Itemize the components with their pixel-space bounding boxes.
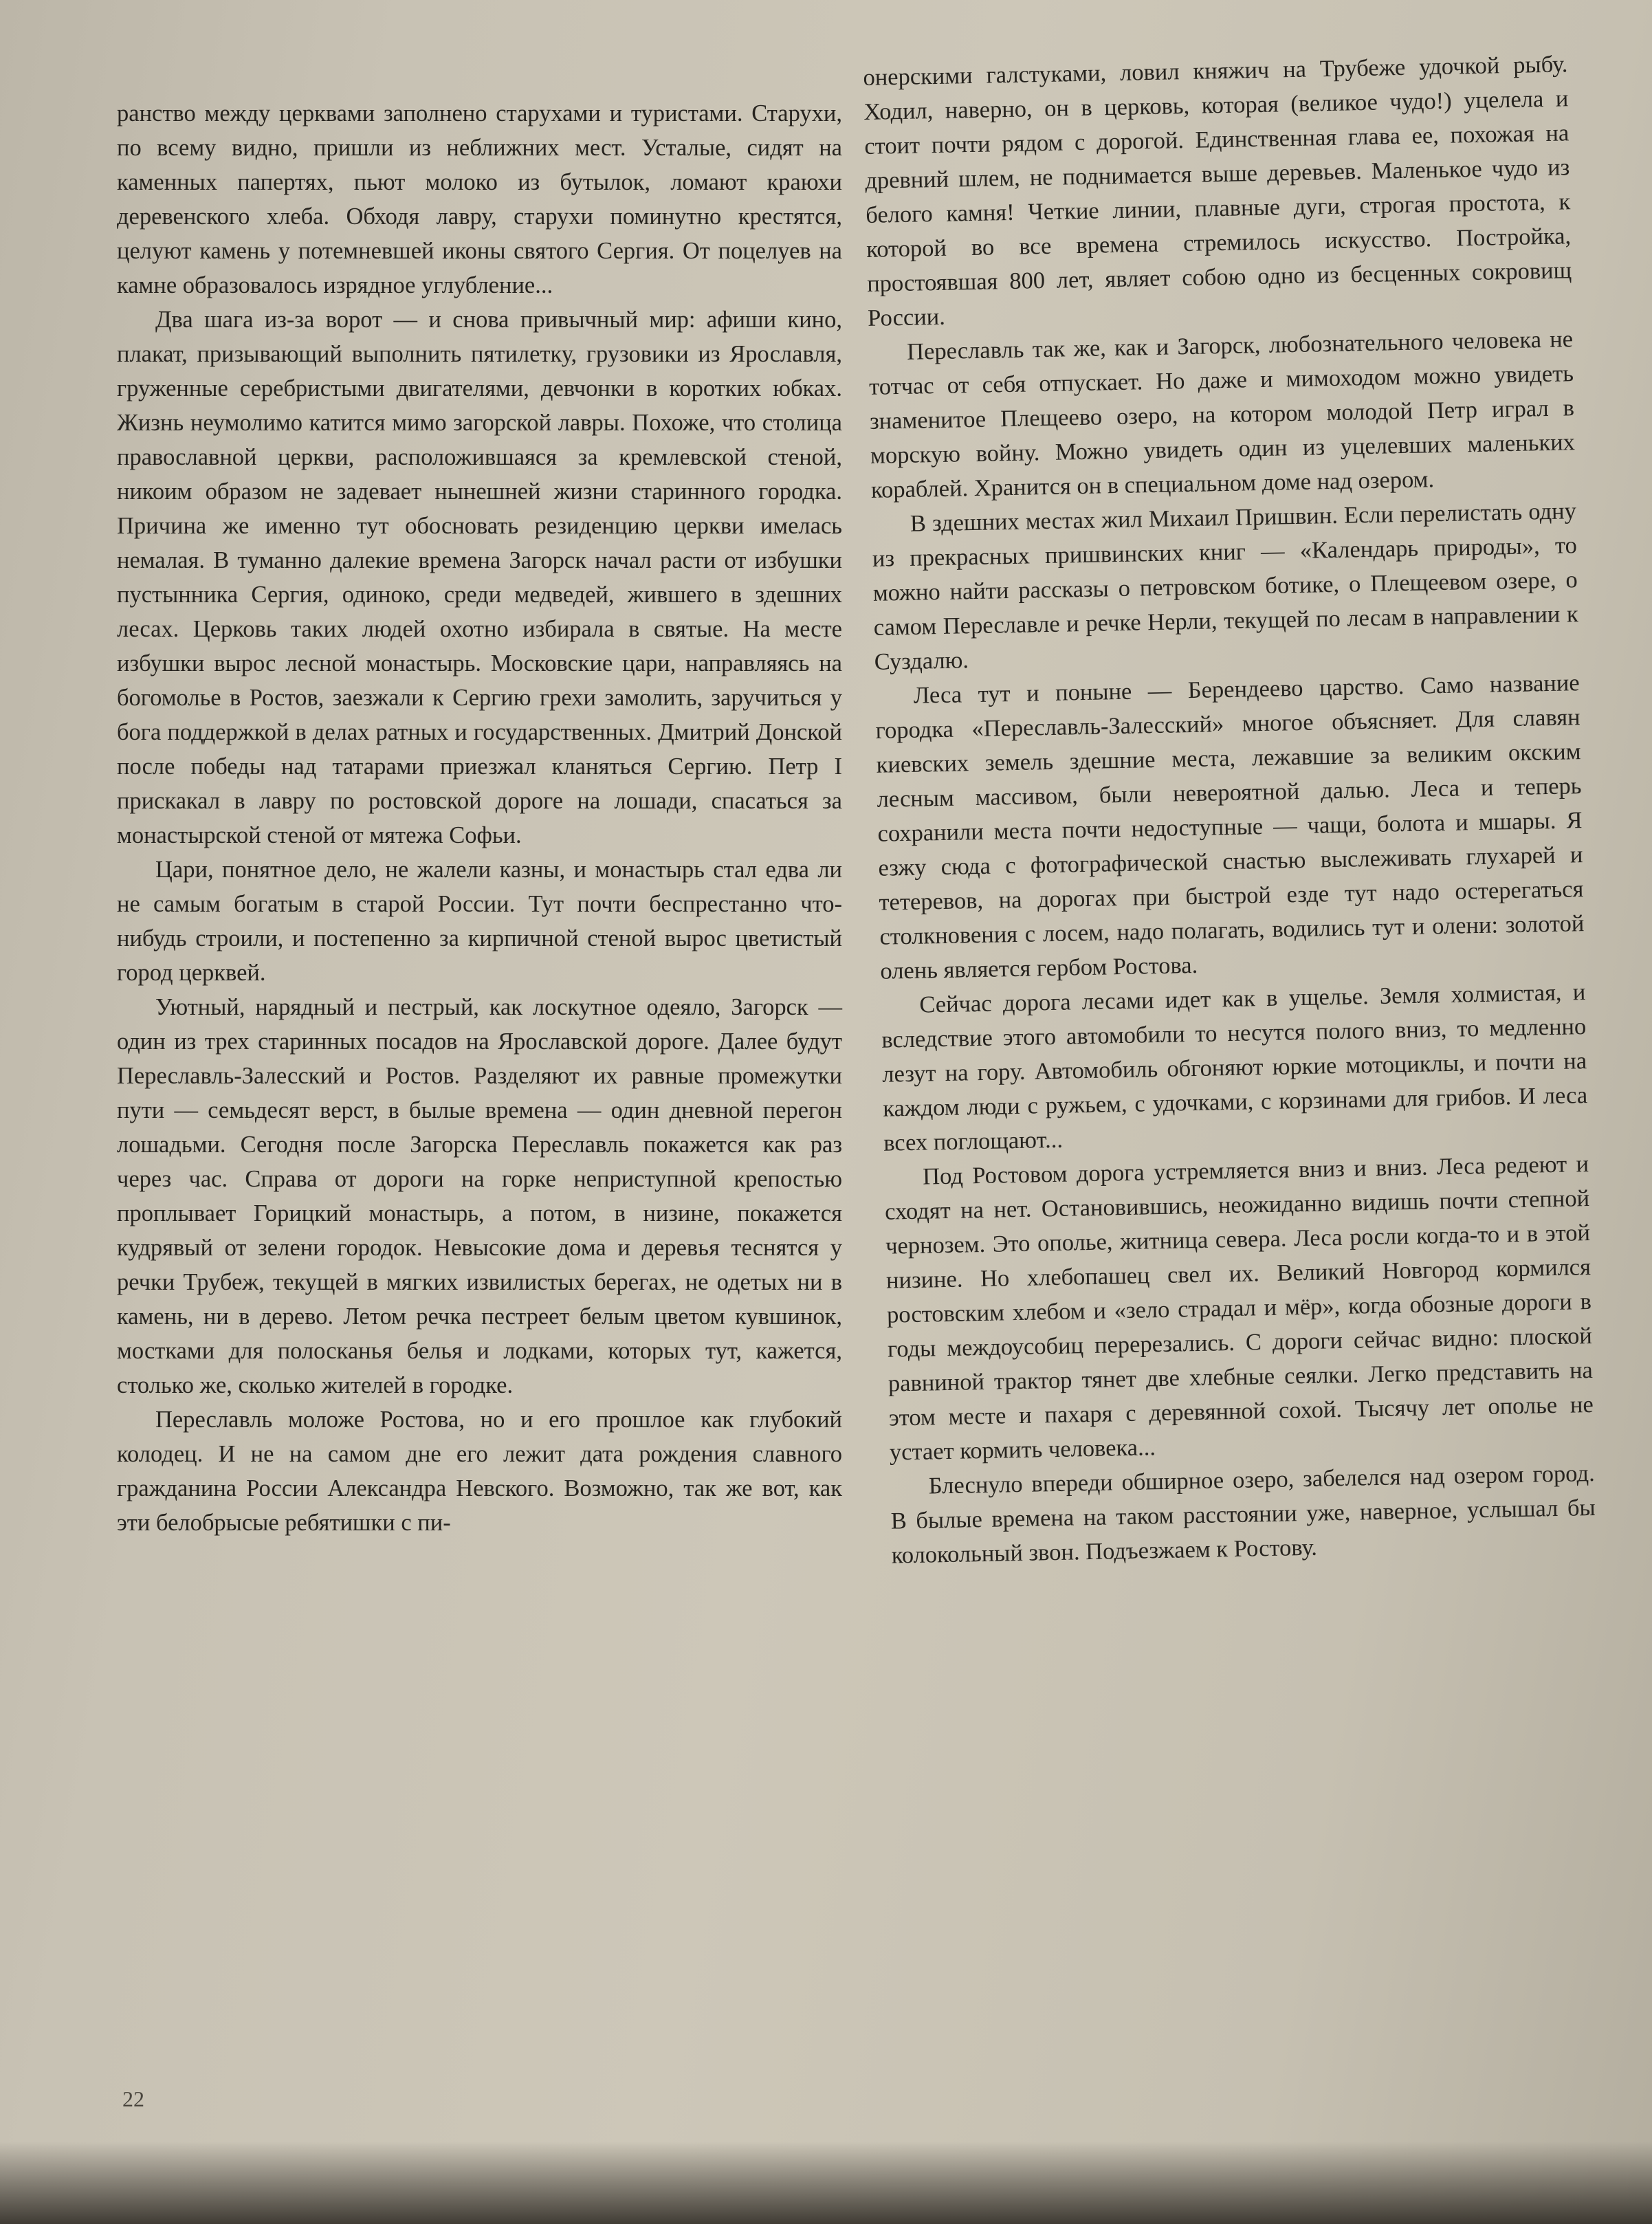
- paragraph: Под Ростовом дорога устремляется вниз и вниз. Леса редеют и сходят на нет. Остановившись, неожиданно видишь почти степной чернозем. Это ополье, житница севера. Леса росли когда-то и в этой низине. Но хлебопашец свел их. Великий Новгород кормился ростовским хлебом и «зело страдал и мёр», когда обозные дороги в годы междоусобиц перерезались. С дороги сейчас видно: плоской равниной трактор тянет две хлебные сеялки. Легко представить на этом месте и пахаря с деревянной сохой. Тысячу лет ополье не устает кормить человека...: [884, 1151, 1594, 1466]
- paragraph: Уютный, нарядный и пестрый, как лоскутное одеяло, Загорск — один из трех старинных посадов на Ярославской дороге. Далее будут Переславль-Залесский и Ростов. Разделяют их равные промежутки пути — семьдесят верст, в былые времена — один дневной перегон лошадьми. Сегодня после Загорска Переславль покажется как раз через час. Справа от дороги на горке неприступной крепостью проплывает Горицкий монастырь, а потом, в низине, покажется кудрявый от зелени городок. Невысокие дома и деревья теснятся у речки Трубеж, текущей в мягких извилистых берегах, не одетых ни в камень, ни в дерево. Летом речка пестреет белым цветом кувшинок, мостками для полосканья белья и лодками, которых тут, кажется, столько же, сколько жителей в городке.: [117, 994, 842, 1398]
- paragraph: В здешних местах жил Михаил Пришвин. Если перелистать одну из прекрасных пришвинских книг — «Календарь природы», то можно найти рассказы о петровском ботике, о Плещеевом озере, о самом Переславле и речке Нерли, текущей по лесам в направлении к Суздалю.: [872, 498, 1579, 675]
- paragraph: Переславль так же, как и Загорск, любознательного человека не тотчас от себя отпускает. Но даже и мимоходом можно увидеть знаменитое Плещеево озеро, на котором молодой Петр играл в морскую войну. Можно увидеть один из уцелевших маленьких кораблей. Хранится он в специальном доме над озером.: [868, 326, 1576, 503]
- text-column-right: [863, 47, 1596, 1572]
- page-number: 22: [122, 2087, 144, 2111]
- paragraph: ранство между церквами заполнено старухами и туристами. Старухи, по всему видно, пришли из неближних мест. Усталые, сидят на каменных папертях, пьют молоко из бутылок, ломают краюхи деревенского хлеба. Обходя лавру, старухи поминутно крестятся, целуют камень у потемневшей иконы святого Сергия. От поцелуев на камне образовалось изрядное углубление...: [117, 100, 842, 298]
- paragraph: Два шага из-за ворот — и снова привычный мир: афиши кино, плакат, призывающий выполнить пятилетку, грузовики из Ярославля, груженные серебристыми двигателями, девчонки в коротких юбках. Жизнь неумолимо катится мимо загорской лавры. Похоже, что столица православной церкви, расположившаяся за кремлевской стеной, никоим образом не задевает нынешней жизни старинного городка. Причина же именно тут обосновать резиденцию церкви имелась немалая. В туманно далекие времена Загорск начал расти от избушки пустынника Сергия, одиноко, среди медведей, жившего в здешних лесах. Церковь таких людей охотно избирала в святые. На месте избушки вырос лесной монастырь. Московские цари, направляясь на богомолье в Ростов, заезжали к Сергию грехи замолить, заручиться у бога поддержкой в делах ратных и государственных. Дмитрий Донской после победы над татарами приезжал кланяться Сергию. Петр I прискакал в лавру по ростовской дороге на лошади, спасаться за монастырской стеной от мятежа Софьи.: [117, 307, 842, 848]
- paragraph: онерскими галстуками, ловил княжич на Трубеже удочкой рыбу. Ходил, наверно, он в церковь, которая (великое чудо!) уцелела и стоит почти рядом с дорогой. Единственная глава ее, похожая на древний шлем, не поднимается выше деревьев. Маленькое чудо из белого камня! Четкие линии, плавные дуги, строгая простота, к которой во все времена стремилось искусство. Постройка, простоявшая 800 лет, являет собою одно из бесценных сокровищ России.: [863, 51, 1572, 331]
- paragraph: Леса тут и поныне — Берендеево царство. Само название городка «Переславль-Залесский» многое объясняет. Для славян киевских земель здешние места, лежавшие за великим окским лесным массивом, были невероятной далью. Леса и теперь сохранили места почти недоступные — чащи, болота и мшары. Я езжу сюда с фотографической снастью выслеживать глухарей и тетеревов, на дорогах при быстрой езде тут надо остерегаться столкновения с лосем, надо полагать, водились тут и олени: золотой олень является гербом Ростова.: [875, 670, 1585, 984]
- paragraph: Сейчас дорога лесами идет как в ущелье. Земля холмистая, и вследствие этого автомобили то несутся полого вниз, то медленно лезут на гору. Автомобиль обгоняют юркие мотоциклы, и почти на каждом люди с ружьем, с удочками, с корзинами для грибов. И леса всех поглощают...: [881, 979, 1588, 1156]
- paragraph: Цари, понятное дело, не жалели казны, и монастырь стал едва ли не самым богатым в старой России. Тут почти беспрестанно что-нибудь строили, и постепенно за кирпичной стеной вырос цветистый город церквей.: [117, 857, 842, 986]
- paragraph: Блеснуло впереди обширное озеро, забелелся над озером город. В былые времена на таком расстоянии уже, наверное, услышал бы колокольный звон. Подъезжаем к Ростову.: [890, 1460, 1596, 1569]
- paragraph: Переславль моложе Ростова, но и его прошлое как глубокий колодец. И не на самом дне его лежит дата рождения славного гражданина России Александра Невского. Возможно, так же вот, как эти белобрысые ребятишки с пи-: [117, 1407, 842, 1536]
- text-column-left: [117, 96, 842, 1540]
